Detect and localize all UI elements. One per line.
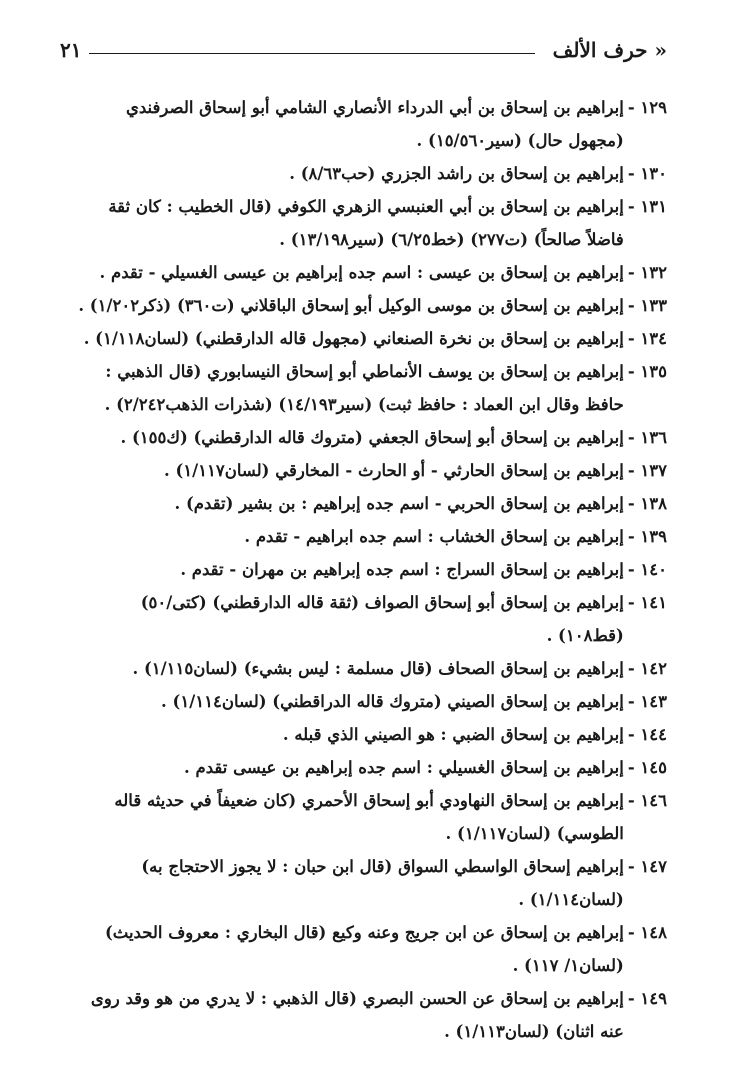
entry-number: ١٣٠ - — [627, 164, 667, 183]
entry-text: إبراهيم بن إسحاق الصيني (متروك قاله الدراقطني) (لسان١/١١٤) . — [161, 692, 624, 711]
entry — [74, 256, 667, 289]
entry — [74, 685, 667, 718]
entry-number: ١٣٨ - — [627, 494, 667, 513]
header-rule — [89, 53, 534, 54]
entry-text: إبراهيم بن إسحاق الغسيلي : اسم جده إبراهيم بن عيسى تقدم . — [184, 758, 624, 777]
entry-number: ١٤١ - — [627, 593, 667, 612]
entry-number: ١٤٢ - — [627, 659, 667, 678]
entry-list — [74, 91, 667, 1048]
entry — [74, 421, 667, 454]
entry — [74, 91, 667, 157]
entry-text: إبراهيم بن إسحاق الضبي : هو الصيني الذي قبله . — [282, 725, 624, 744]
entry-number: ١٤٥ - — [627, 758, 667, 777]
entry-number: ١٣٤ - — [627, 329, 667, 348]
entry-number: ١٣٦ - — [627, 428, 667, 447]
page-number: ٢١ — [60, 38, 82, 62]
entry-text: إبراهيم إسحاق الواسطي السواق (قال ابن حبان : لا يجوز الاحتجاج به) (لسان١/١١٤) . — [141, 857, 624, 909]
entry-text: إبراهيم بن إسحاق السراج : اسم جده إبراهيم بن مهران - تقدم . — [180, 560, 624, 579]
entry — [74, 454, 667, 487]
entry-number: ١٣٥ - — [627, 362, 667, 381]
entry — [74, 289, 667, 322]
entry — [74, 157, 667, 190]
entry-text: إبراهيم بن إسحاق عن ابن جريج وعنه وكيع (قال البخاري : معروف الحديث) (لسان١/ ١١٧) . — [104, 923, 624, 975]
entry-number: ١٤٣ - — [627, 692, 667, 711]
entry — [74, 652, 667, 685]
entry-text: إبراهيم بن إسحاق الحربي - اسم جده إبراهيم : بن بشير (تقدم) . — [174, 494, 624, 513]
running-title: « حرف الألف — [552, 38, 667, 62]
entry-text: إبراهيم بن إسحاق أبو إسحاق الجعفي (متروك قاله الدارقطني) (ك١٥٥) . — [120, 428, 624, 447]
page-header — [60, 30, 667, 70]
entry — [74, 520, 667, 553]
entry-text: إبراهيم بن إسحاق الصحاف (قال مسلمة : ليس بشيء) (لسان١/١١٥) . — [132, 659, 624, 678]
entry-text: إبراهيم بن إسحاق النهاودي أبو إسحاق الأحمري (كان ضعيفاً في حديثه قاله الطوسي) (لسان١/١١٧) . — [114, 791, 624, 843]
entry — [74, 322, 667, 355]
entry-number: ١٣١ - — [627, 197, 667, 216]
entry-number: ١٤٩ - — [627, 989, 667, 1008]
entry-text: إبراهيم بن إسحاق أبو إسحاق الصواف (ثقة قاله الدارقطني) (كتى/٥٠) (قط١٠٨) . — [140, 593, 624, 645]
entry-text: إبراهيم بن إسحاق الخشاب : اسم جده ابراهيم - تقدم . — [244, 527, 624, 546]
entry-text: إبراهيم بن إسحاق بن أبي العنبسي الزهري الكوفي (قال الخطيب : كان ثقة فاضلاً صالحاً) (ت٢٧٧) (خط٦/٢٥) (سير١٣/١٩٨) . — [108, 197, 624, 249]
entry — [74, 916, 667, 982]
entry-number: ١٣٧ - — [627, 461, 667, 480]
entry — [74, 751, 667, 784]
entry — [74, 487, 667, 520]
entry — [74, 784, 667, 850]
entry-text: إبراهيم بن إسحاق بن موسى الوكيل أبو إسحاق الباقلاني (ت٣٦٠) (ذكر١/٢٠٢) . — [78, 296, 624, 315]
entry-text: إبراهيم بن إسحاق بن أبي الدرداء الأنصاري الشامي أبو إسحاق الصرفندي (مجهول حال) (سير١٥/٥٦٠) . — [125, 98, 624, 150]
entry-number: ١٤٤ - — [627, 725, 667, 744]
entry-text: إبراهيم بن إسحاق بن نخرة الصنعاني (مجهول قاله الدارقطني) (لسان١/١١٨) . — [83, 329, 624, 348]
entry — [74, 586, 667, 652]
entry — [74, 355, 667, 421]
entry-text: إبراهيم بن إسحاق عن الحسن البصري (قال الذهبي : لا يدري من هو وقد روى عنه اثنان) (لسان١/١١٣) . — [90, 989, 624, 1041]
entry-text: إبراهيم بن إسحاق بن عيسى : اسم جده إبراهيم بن عيسى الغسيلي - تقدم . — [99, 263, 624, 282]
entry — [74, 982, 667, 1048]
entry-text: إبراهيم بن إسحاق بن راشد الجزري (حب٨/٦٣) . — [289, 164, 624, 183]
entry-number: ١٤٨ - — [627, 923, 667, 942]
entry-number: ١٢٩ - — [627, 98, 667, 117]
entry-text: إبراهيم بن إسحاق بن يوسف الأنماطي أبو إسحاق النيسابوري (قال الذهبي : حافظ وقال ابن العماد : حافظ ثبت) (سير١٤/١٩٣) (شذرات الذهب٢/٢٤٢) . — [104, 362, 624, 414]
entry-number: ١٤٠ - — [627, 560, 667, 579]
entry-text: إبراهيم بن إسحاق الحارثي - أو الحارث - المخارقي (لسان١/١١٧) . — [163, 461, 624, 480]
entry-number: ١٣٣ - — [627, 296, 667, 315]
entry-number: ١٣٩ - — [627, 527, 667, 546]
entry — [74, 850, 667, 916]
entry — [74, 190, 667, 256]
entry-number: ١٣٢ - — [627, 263, 667, 282]
entry-number: ١٤٦ - — [627, 791, 667, 810]
entry-number: ١٤٧ - — [627, 857, 667, 876]
entry — [74, 553, 667, 586]
entry — [74, 718, 667, 751]
